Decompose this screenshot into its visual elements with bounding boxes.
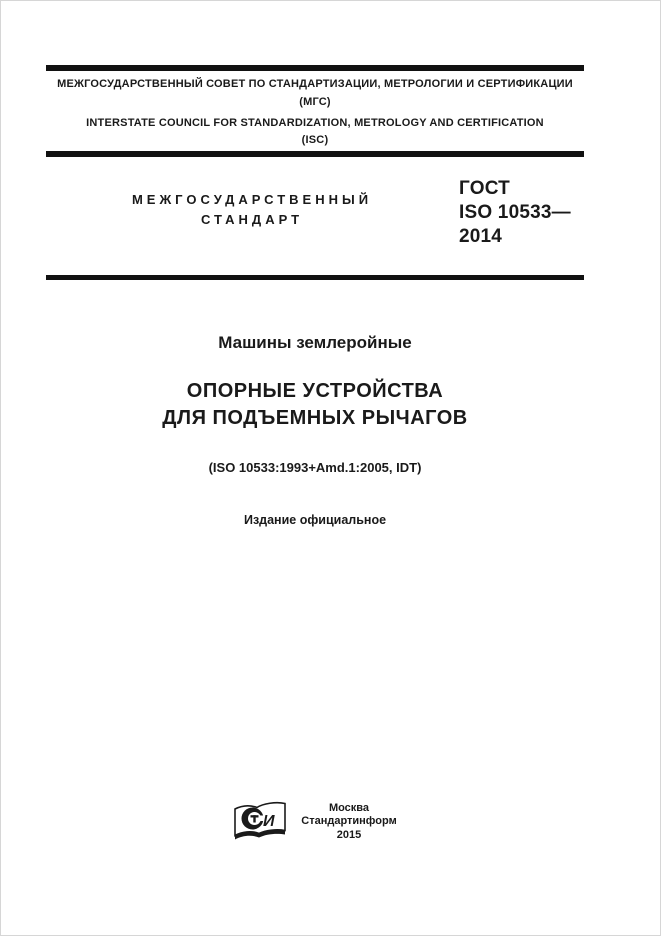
svg-text:И: И	[263, 813, 275, 830]
standard-code-line1: ГОСТ	[459, 178, 510, 199]
standard-title-line2: ДЛЯ ПОДЪЕМНЫХ РЫЧАГОВ	[162, 407, 468, 429]
standard-type-label	[46, 190, 458, 230]
imprint-year: 2015	[336, 828, 362, 841]
imprint-text	[301, 802, 396, 843]
standard-subject: Машины землеройные	[218, 333, 412, 352]
iso-reference: (ISO 10533:1993+Amd.1:2005, IDT)	[208, 460, 422, 475]
standartinform-logo-icon	[233, 800, 287, 844]
org-abbr-ru: (МГС)	[299, 96, 331, 108]
divider-bottom	[46, 275, 584, 280]
divider-top	[46, 65, 584, 71]
org-abbr-en: (ISC)	[301, 134, 329, 146]
standard-title-line1: ОПОРНЫЕ УСТРОЙСТВА	[186, 380, 444, 402]
standard-code-line3: 2014	[459, 226, 503, 247]
org-name-ru: МЕЖГОСУДАРСТВЕННЫЙ СОВЕТ ПО СТАНДАРТИЗАЦИИ, МЕТРОЛОГИИ И СЕРТИФИКАЦИИ	[57, 78, 573, 90]
divider-middle	[46, 151, 584, 157]
standard-code	[459, 177, 589, 249]
standard-type-line2: СТАНДАРТ	[200, 212, 304, 227]
edition-note: Издание официальное	[243, 513, 387, 527]
standard-code-line2: ISO 10533—	[459, 202, 571, 223]
standard-type-line1: МЕЖГОСУДАРСТВЕННЫЙ	[131, 192, 373, 207]
standard-title	[46, 378, 584, 432]
imprint-city: Москва	[328, 801, 370, 814]
imprint	[46, 800, 584, 844]
imprint-publisher: Стандартинформ	[301, 815, 397, 828]
org-name-en: INTERSTATE COUNCIL FOR STANDARDIZATION, METROLOGY AND CERTIFICATION	[86, 117, 544, 129]
